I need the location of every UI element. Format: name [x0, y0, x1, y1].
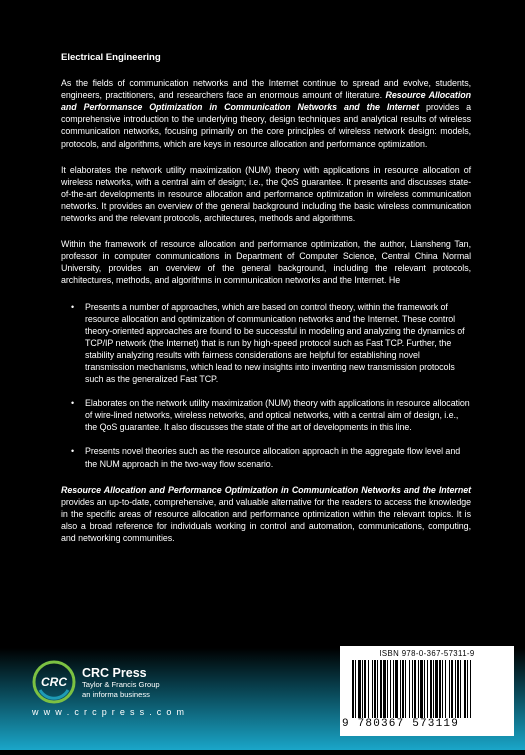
barcode-bar — [449, 660, 450, 718]
barcode-bar — [427, 660, 428, 718]
barcode-bar — [380, 660, 382, 718]
closing-text: provides an up-to-date, comprehensive, and valuable alternative for the readers to access the knowledge in the specific areas of resource allocation and performance optimization within the relevant topics. It is also a broad reference for individuals working in control and automation, communications, computing, and networking communities. — [61, 496, 471, 543]
barcode-bar — [402, 660, 404, 718]
barcode-bar — [424, 660, 425, 718]
barcode-bar — [430, 660, 432, 718]
intro-book-title: Resource Allocation and Performansce Optimization in Communication Networks and the Internet — [61, 90, 471, 113]
paragraph-2: It elaborates the network utility maximization (NUM) theory with applications in resource allocation of wireless networks, with a central aim of design; i.e., the QoS guarantee. It presents and discusses state-of-the-art developments in resource allocation and performance optimization in wireless communication networks. It provides an overview of the general background including the basic wireless communication networks and the relevant protocols, architectures, methods and algorithms. — [61, 164, 471, 224]
barcode-bar — [368, 660, 369, 718]
barcode-bar — [358, 660, 361, 718]
barcode-bar — [372, 660, 373, 718]
barcode-bar — [374, 660, 376, 718]
barcode-bar — [409, 660, 410, 718]
crc-logo — [32, 660, 76, 704]
paragraph-3: Within the framework of resource allocation and performance optimization, the author, Liansheng Tan, professor in computer communications in Department of Computer Science, Central China Normal University, provides an overview of the general background, including the relevant protocols, architectures, methods, and algorithms in communication networks and the Internet. He — [61, 239, 471, 286]
barcode-bar — [377, 660, 378, 718]
isbn-label: ISBN 978-0-367-57311-9 — [379, 649, 475, 658]
barcode-bar — [390, 660, 391, 718]
barcode-bar — [470, 660, 471, 718]
barcode-bar — [442, 660, 443, 718]
list-item: • Presents novel theories such as the resource allocation approach in the aggregate flow level and the NUM approach in the two-way flow scenario. — [77, 445, 471, 469]
list-item: • Presents a number of approaches, which are based on control theory, within the framework of resource allocation and optimization of communication networks and the Internet. These control theory-oriented approaches are found to be successful in modeling and analyzing the dynamics of TCP/IP network (the Internet) that is run by high-speed protocol such as Fast TCP. Further, the stability analyzing results with fairness considerations are helpful for establishing novel transmission mechanisms, which lead to new insights into inventing new transmission protocols such as the generalized Fast TCP. — [77, 301, 471, 386]
barcode-bar — [418, 660, 419, 718]
barcode-bar — [433, 660, 434, 718]
barcode-bar — [435, 660, 438, 718]
barcode-bar — [393, 660, 394, 718]
intro-text-start: As the fields of communication networks and the Internet continue to spread and evolve, students, engineers, practitioners, and researchers face an enormous amount of literature. — [61, 78, 471, 101]
intro-text-end: provides a comprehensive introduction to the underlying theory, design techniques and analytical results of wireless communication networks, focusing primarily on the core principles of wireless network design: models, protocols, and algorithms, which are keys in resource allocation and performance optimization. — [61, 102, 471, 149]
barcode-bar — [414, 660, 416, 718]
closing-paragraph — [61, 484, 471, 544]
barcode-bar — [464, 660, 466, 718]
back-cover-text — [61, 52, 471, 558]
feature-list — [61, 301, 471, 470]
publisher-group: Taylor & Francis Group — [82, 680, 160, 689]
barcode-bar — [355, 660, 356, 718]
publisher-block — [32, 660, 232, 720]
publisher-subline: an informa business — [82, 689, 150, 699]
barcode-bar — [400, 660, 401, 718]
barcode-bars — [352, 660, 508, 720]
publisher-url[interactable]: w w w . c r c p r e s s . c o m — [32, 707, 186, 717]
barcode-bar — [405, 660, 406, 718]
logo-text: CRC — [41, 675, 67, 689]
barcode-box — [340, 646, 514, 736]
barcode-bar — [412, 660, 413, 718]
publisher-text — [82, 666, 160, 699]
barcode-number: 9 780367 573119 — [342, 718, 460, 730]
barcode-bar — [395, 660, 398, 718]
publisher-name: CRC Press — [82, 666, 147, 680]
barcode-bar — [445, 660, 446, 718]
barcode-bar — [455, 660, 456, 718]
barcode-bar — [364, 660, 366, 718]
barcode-bar — [460, 660, 461, 718]
barcode-bar — [387, 660, 388, 718]
barcode-bar — [451, 660, 453, 718]
barcode-bar — [457, 660, 459, 718]
intro-paragraph — [61, 77, 471, 150]
list-item: • Elaborates on the network utility maximization (NUM) theory with applications in resource allocation of wire-lined networks, wireless networks, and optical networks, with a central aim of design, i.e., the QoS guarantee. It also discusses the state of the art of developments in this line. — [77, 397, 471, 433]
barcode-bar — [420, 660, 423, 718]
barcode-bar — [362, 660, 363, 718]
closing-book-title: Resource Allocation and Performance Optimization in Communication Networks and the Internet — [61, 484, 471, 495]
barcode-bar — [383, 660, 386, 718]
barcode-bar — [467, 660, 468, 718]
barcode-bar — [352, 660, 354, 718]
barcode-bar — [439, 660, 441, 718]
section-label: Electrical Engineering — [61, 52, 161, 63]
